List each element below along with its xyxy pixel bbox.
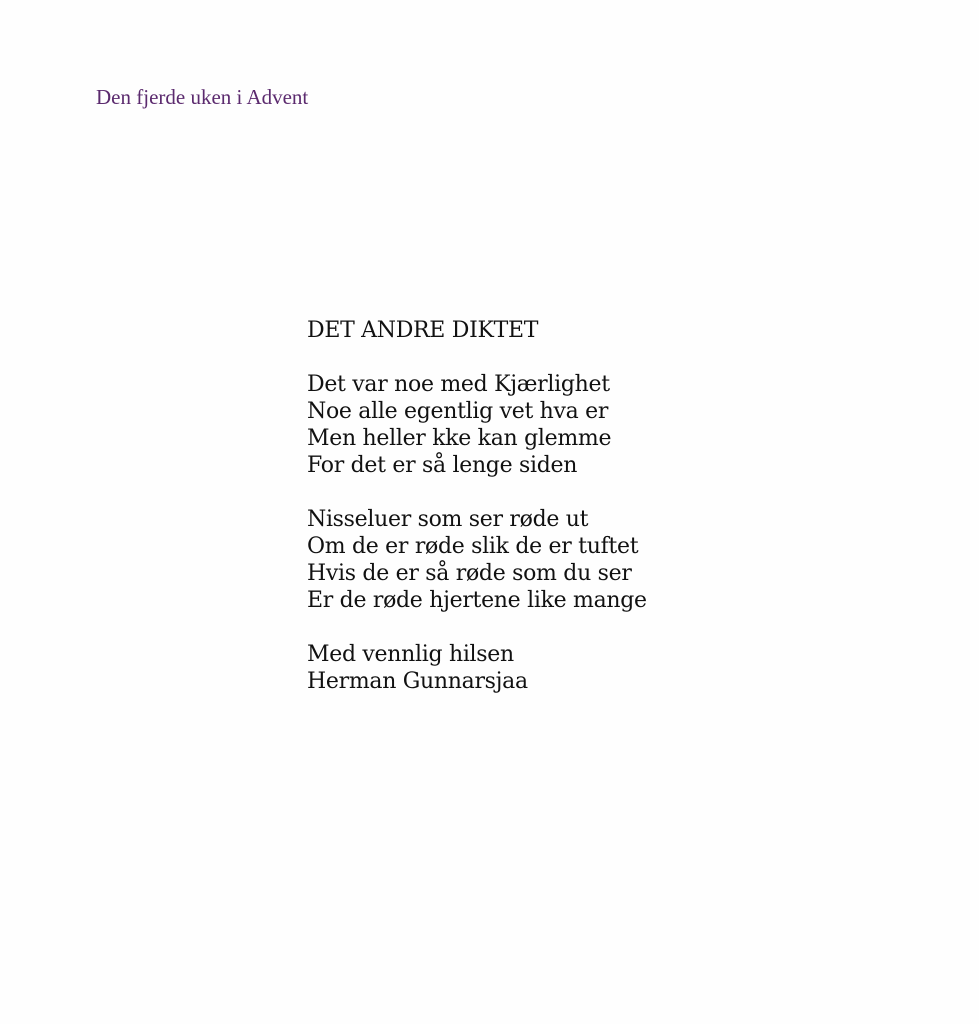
poem-title: DET ANDRE DIKTET	[307, 318, 539, 343]
signature-greeting: Med vennlig hilsen	[307, 642, 514, 667]
signature	[307, 641, 647, 695]
poem-line: Nisseluer som ser røde ut	[307, 507, 589, 532]
poem-line: Hvis de er så røde som du ser	[307, 561, 632, 586]
signature-author: Herman Gunnarsjaa	[307, 669, 528, 694]
page-header: Den fjerde uken i Advent	[96, 85, 309, 109]
stanza-1	[307, 371, 647, 479]
poem-line: For det er så lenge siden	[307, 453, 578, 478]
poem-line: Er de røde hjertene like mange	[307, 588, 647, 613]
poem-line: Det var noe med Kjærlighet	[307, 372, 610, 397]
poem-line: Om de er røde slik de er tuftet	[307, 534, 639, 559]
stanza-2	[307, 506, 647, 614]
poem	[307, 317, 647, 695]
poem-line: Men heller kke kan glemme	[307, 426, 612, 451]
poem-line: Noe alle egentlig vet hva er	[307, 399, 609, 424]
